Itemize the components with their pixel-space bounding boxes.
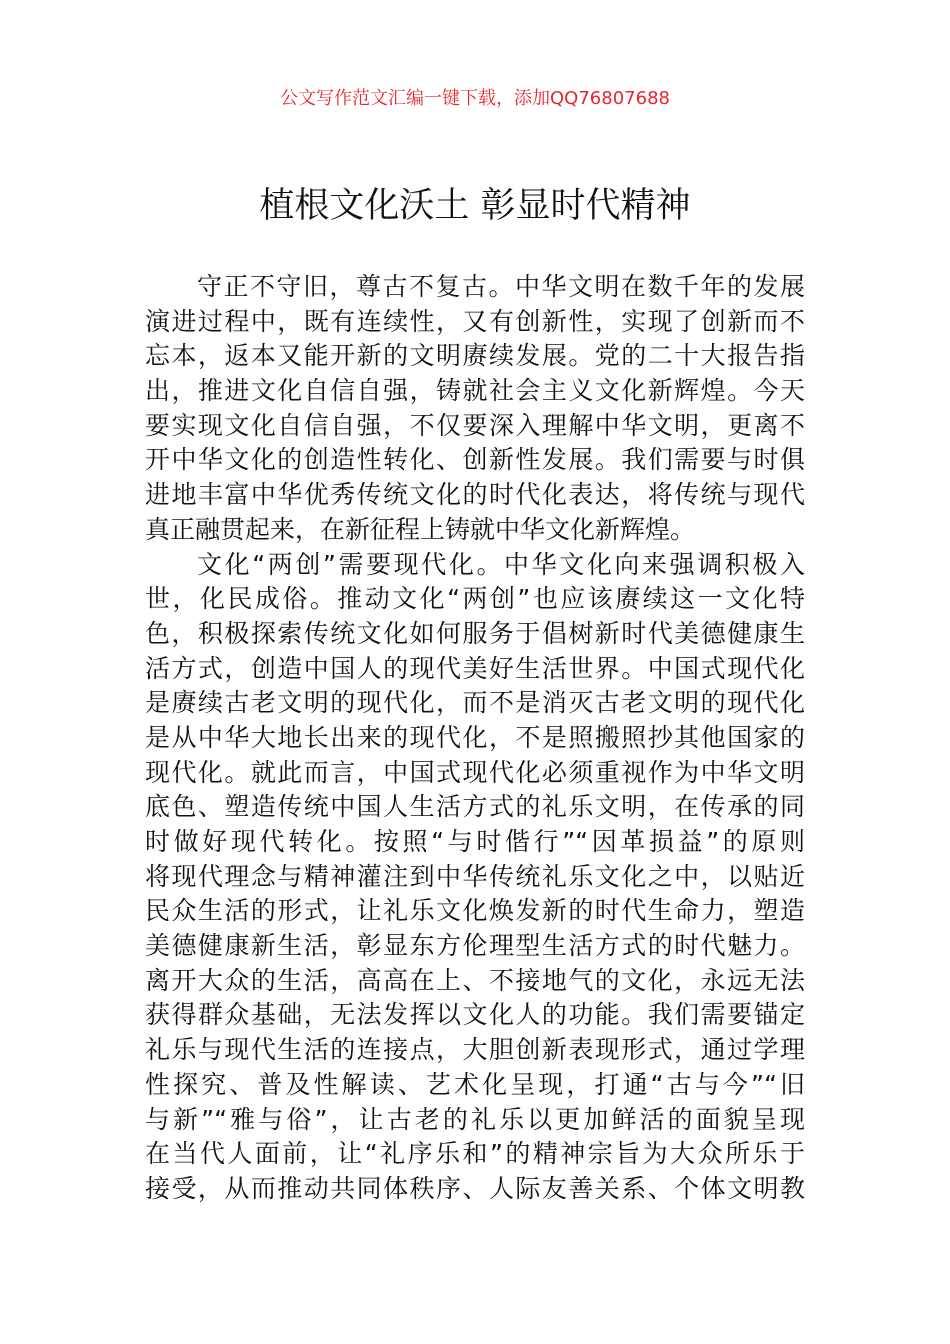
- paragraph-line: 文化“两创”需要现代化。中华文化向来强调积极入: [197, 549, 805, 579]
- paragraph-line: 是从中华大地长出来的现代化，不是照搬照抄其他国家的: [145, 722, 805, 752]
- paragraph-line: 性探究、普及性解读、艺术化呈现，打通“古与今”“旧: [145, 1069, 805, 1099]
- paragraph-line: 演进过程中，既有连续性，又有创新性，实现了创新而不: [145, 306, 805, 336]
- paragraph-line: 现代化。就此而言，中国式现代化必须重视作为中华文明: [145, 757, 805, 787]
- paragraph-line: 色，积极探索传统文化如何服务于倡树新时代美德健康生: [145, 618, 805, 648]
- paragraph-line: 出，推进文化自信自强，铸就社会主义文化新辉煌。今天: [145, 376, 805, 406]
- paragraph-line: 进地丰富中华优秀传统文化的时代化表达，将传统与现代: [145, 480, 805, 510]
- paragraph-line: 获得群众基础，无法发挥以文化人的功能。我们需要锚定: [145, 1000, 805, 1030]
- paragraph: [145, 270, 805, 548]
- paragraph-line: 真正融贯起来，在新征程上铸就中华文化新辉煌。: [145, 514, 696, 544]
- paragraph-line: 活方式，创造中国人的现代美好生活世界。中国式现代化: [145, 653, 805, 683]
- paragraph-line: 忘本，返本又能开新的文明赓续发展。党的二十大报告指: [145, 341, 805, 371]
- paragraph-line: 是赓续古老文明的现代化，而不是消灭古老文明的现代化: [145, 688, 805, 718]
- document-body: [145, 270, 805, 1207]
- paragraph-line: 时做好现代转化。按照“与时偕行”“因革损益”的原则: [145, 827, 805, 856]
- paragraph-line: 将现代理念与精神灌注到中华传统礼乐文化之中，以贴近: [145, 861, 805, 891]
- paragraph-line: 在当代人面前，让“礼序乐和”的精神宗旨为大众所乐于: [145, 1139, 805, 1169]
- paragraph-line: 接受，从而推动共同体秩序、人际友善关系、个体文明教: [145, 1173, 805, 1203]
- document-title: 植根文化沃土 彰显时代精神: [259, 186, 691, 226]
- paragraph-line: 要实现文化自信自强，不仅要深入理解中华文明，更离不: [145, 410, 805, 440]
- paragraph-line: 离开大众的生活，高高在上、不接地气的文化，永远无法: [145, 965, 805, 995]
- paragraph-line: 与新”“雅与俗”，让古老的礼乐以更加鲜活的面貌呈现: [145, 1104, 805, 1134]
- download-banner: 公文写作范文汇编一键下载，添加QQ76807688: [280, 88, 670, 109]
- paragraph-line: 美德健康新生活，彰显东方伦理型生活方式的时代魅力。: [145, 931, 805, 961]
- paragraph-line: 守正不守旧，尊古不复古。中华文明在数千年的发展: [197, 272, 805, 301]
- paragraph-line: 礼乐与现代生活的连接点，大胆创新表现形式，通过学理: [145, 1035, 805, 1065]
- paragraph-line: 开中华文化的创造性转化、创新性发展。我们需要与时俱: [145, 445, 805, 475]
- paragraph-line: 底色、塑造传统中国人生活方式的礼乐文明，在传承的同: [145, 792, 805, 822]
- paragraph-line: 世，化民成俗。推动文化“两创”也应该赓续这一文化特: [145, 584, 805, 614]
- paragraph: [145, 548, 805, 1207]
- paragraph-line: 民众生活的形式，让礼乐文化焕发新的时代生命力，塑造: [145, 896, 805, 926]
